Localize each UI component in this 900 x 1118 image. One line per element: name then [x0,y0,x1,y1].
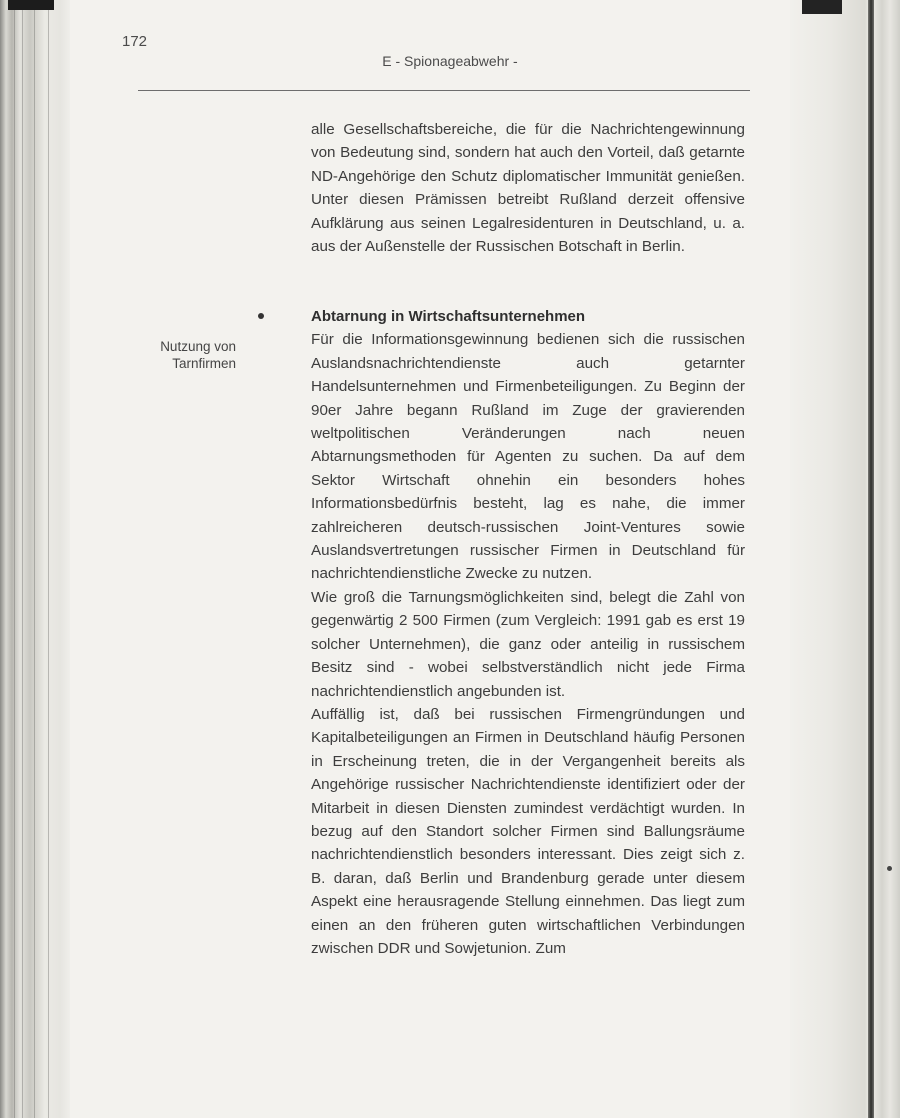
margin-dot [887,866,892,871]
section-heading: Abtarnung in Wirtschaftsunternehmen [311,308,586,325]
page-edge-mark [8,0,54,10]
section-body [311,305,745,960]
page-edge-mark [802,0,842,14]
section-bullet [258,313,264,319]
intro-paragraph: alle Gesellschaftsbereiche, die für die Nachrichtengewinnung von Bedeutung sind, sondern hat auch den Vorteil, daß getarnte ND-Angehörige den Schutz diplomatischer Immunität genießen. Unter diesen Prämissen betreibt Rußland derzeit offensive Aufklärung aus seinen Legalresidenturen in Deutschland, u. a. aus der Außenstelle der Russischen Botschaft in Berlin. [311,121,745,256]
page-number: 172 [122,33,148,50]
header-rule [138,90,750,91]
body-paragraph: Auffällig ist, daß bei russischen Firmengründungen und Kapitalbeteiligungen an Firmen in Deutschland häufig Personen in Erscheinung treten, die in der Vergangenheit bereits als Angehörige russischer Nachrichtendienste identifiziert oder der Mitarbeit in diesen Diensten zumindest verdächtigt wurden. In bezug auf den Standort solcher Firmen sind Ballungsräume nachrichtendienstlich besonders interessant. Dies zeigt sich z. B. daran, daß Berlin und Brandenburg gerade unter diesem Aspekt eine herausragende Stellung einnehmen. Das liegt zum einen an den früheren guten wirtschaftlichen Verbindungen zwischen DDR und Sowjetunion. Zum [311,705,745,957]
margin-note-line: Nutzung von [160,339,236,354]
book-gutter-right [790,0,900,1118]
book-spine-left [0,0,70,1118]
running-head: E - Spionageabwehr - [382,53,518,69]
body-paragraph: Wie groß die Tarnungsmöglichkeiten sind, belegt die Zahl von gegenwärtig 2 500 Firmen (zum Vergleich: 1991 gab es erst 19 solcher Unternehmen), die ganz oder anteilig in russischem Besitz sind - wobei selbstverständlich nicht jede Firma nachrichtendienstlich angebunden ist. [311,588,745,700]
body-paragraph: Für die Informationsgewinnung bedienen sich die russischen Auslandsnachrichtendienste auch getarnter Handelsunternehmen und Firmenbeteiligungen. Zu Beginn der 90er Jahre begann Rußland im Zuge der gravierenden weltpolitischen Veränderungen nach neuen Abtarnungsmethoden für Agenten zu suchen. Da auf dem Sektor Wirtschaft ohnehin ein besonders hohes Informationsbedürfnis besteht, lag es nahe, die immer zahlreicheren deutsch-russischen Joint-Ventures sowie Auslandsvertretungen russischer Firmen in Deutschland für nachrichtendienstliche Zwecke zu nutzen. [311,331,745,583]
gutter-fold [868,0,874,1118]
intro-paragraph-block [311,118,745,258]
margin-note [110,339,236,372]
margin-note-line: Tarnfirmen [172,355,236,371]
